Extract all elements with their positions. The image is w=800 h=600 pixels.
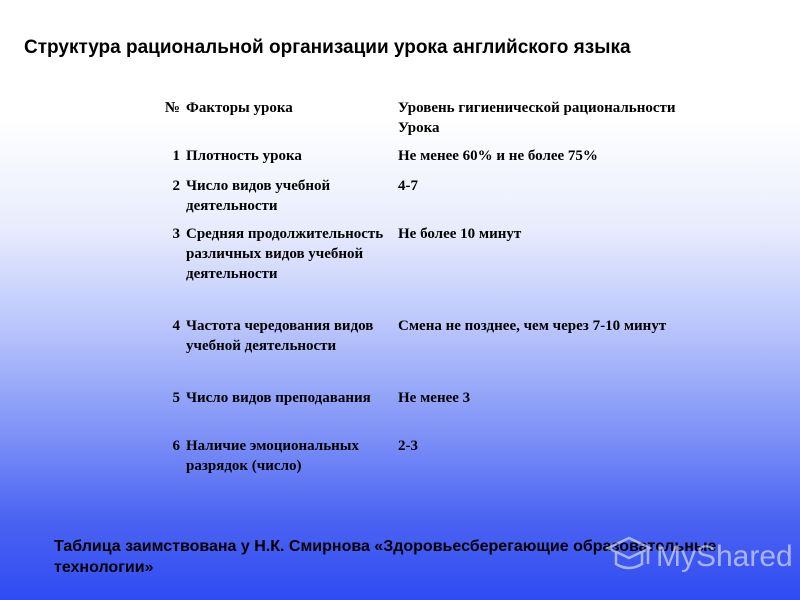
row-level: Не более 10 минут xyxy=(398,226,522,242)
row-level: 2-3 xyxy=(398,438,418,454)
row-num: 4 xyxy=(172,318,180,334)
table-row xyxy=(150,224,680,316)
row-factor: Частота чередования видов учебной деятельности xyxy=(186,318,374,354)
table-row xyxy=(150,176,680,224)
page-title: Структура рациональной организации урока английского языка xyxy=(24,37,631,58)
watermark-text: MyShared xyxy=(656,540,793,573)
row-num: 6 xyxy=(172,438,180,454)
row-level: Не менее 3 xyxy=(398,390,471,406)
table-row xyxy=(150,146,680,176)
row-level: 4-7 xyxy=(398,178,418,194)
source-caption: Таблица заимствована у Н.К. Смирнова «Здоровьесберегающие образовательные технологии» xyxy=(54,538,717,576)
row-level: Смена не позднее, чем через 7-10 минут xyxy=(398,318,667,334)
table-header-row xyxy=(150,98,680,146)
row-factor: Число видов учебной деятельности xyxy=(186,178,331,214)
table-row xyxy=(150,436,680,500)
table-row xyxy=(150,388,680,436)
table-row xyxy=(150,316,680,388)
row-factor: Число видов преподавания xyxy=(186,390,371,406)
row-factor: Плотность урока xyxy=(186,148,302,164)
row-factor: Средняя продолжительность различных видов учебной деятельности xyxy=(186,226,384,282)
row-factor: Наличие эмоциональных разрядок (число) xyxy=(186,438,359,474)
header-num: № xyxy=(164,100,180,116)
header-factor: Факторы урока xyxy=(186,100,293,116)
row-num: 3 xyxy=(172,226,180,242)
row-num: 1 xyxy=(172,148,180,164)
header-level: Уровень гигиенической рациональности Урока xyxy=(398,100,676,136)
row-num: 5 xyxy=(172,390,180,406)
row-num: 2 xyxy=(172,178,180,194)
factors-table xyxy=(150,98,680,500)
row-level: Не менее 60% и не более 75% xyxy=(398,148,598,164)
